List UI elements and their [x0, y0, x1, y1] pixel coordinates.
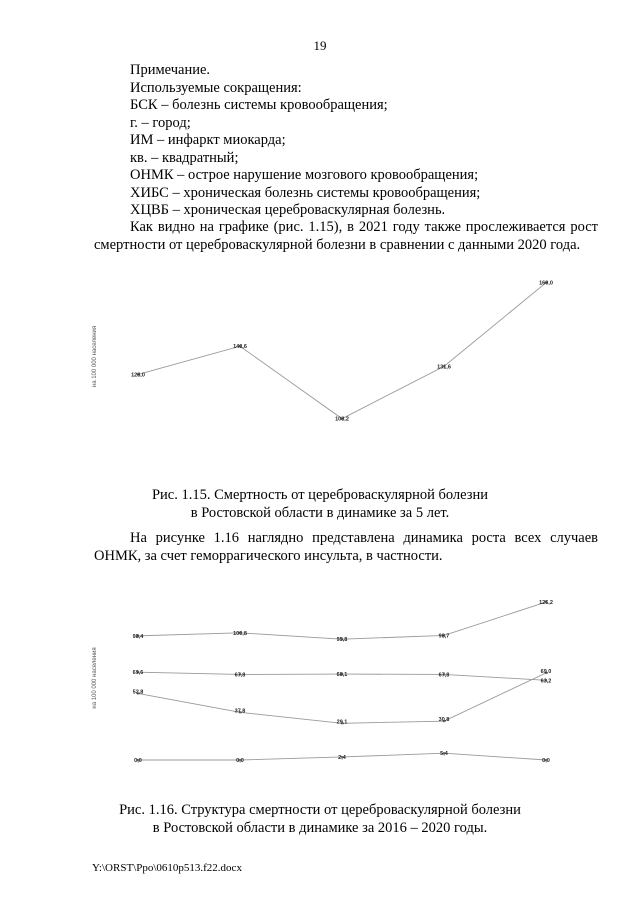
- data-label: 131,6: [437, 364, 451, 371]
- data-label: 29,1: [336, 719, 348, 726]
- series-line: [138, 673, 546, 726]
- note-line: кв. – квадратный;: [130, 149, 239, 166]
- caption-line: Рис. 1.15. Смертность от цереброваскулярной болезни: [151, 487, 489, 503]
- data-label: 140,6: [233, 344, 247, 351]
- series-line: [138, 283, 546, 419]
- data-label: 69,0: [540, 668, 552, 675]
- data-label: 98,4: [132, 633, 144, 640]
- caption-line: Рис. 1.16. Структура смертности от цереброваскулярной болезни: [119, 802, 521, 818]
- figure-caption-1-16: [60, 801, 580, 837]
- paragraph-2-text: На рисунке 1.16 наглядно представлена динамика роста всех случаев ОНМК, за счет геморрагического инсульта, в частности.: [94, 530, 598, 564]
- series-line: [138, 602, 546, 639]
- data-label: 98,7: [438, 633, 450, 640]
- note-line: ИМ – инфаркт миокарда;: [130, 132, 286, 148]
- data-label: 0,0: [134, 758, 142, 764]
- paragraph-1-text: Как видно на графике (рис. 1.15), в 2021 году также прослеживается рост смертности от цереброваскулярной болезни в сравнении с данными 2020 года.: [94, 219, 598, 253]
- data-label: 2,4: [338, 754, 346, 761]
- chart-cvd-mortality: [86, 262, 566, 472]
- data-label: 128,0: [131, 372, 145, 379]
- data-label: 63,2: [540, 678, 552, 685]
- data-label: 0,0: [542, 758, 550, 764]
- caption-line: в Ростовской области в динамике за 2016 – 2020 годы.: [152, 820, 488, 836]
- data-label: 95,8: [336, 637, 348, 644]
- paragraph-1: [94, 219, 598, 254]
- note-line: ХЦВБ – хроническая цереброваскулярная болезнь.: [130, 202, 446, 218]
- data-label: 30,8: [438, 717, 450, 724]
- data-label: 67,8: [438, 672, 450, 679]
- note-line: г. – город;: [130, 114, 191, 131]
- y-axis-label: на 100 000 населения: [92, 647, 98, 709]
- data-label: 108,2: [335, 416, 349, 423]
- data-label: 5,4: [440, 751, 448, 758]
- data-label: 67,8: [234, 672, 246, 679]
- data-label: 69,6: [132, 670, 144, 677]
- note-line: Примечание.: [130, 62, 211, 78]
- data-label: 52,8: [132, 689, 144, 696]
- data-label: 125,2: [539, 600, 553, 607]
- data-label: 169,0: [539, 280, 553, 287]
- data-label: 100,8: [233, 630, 247, 637]
- figure-caption-1-15: [60, 486, 580, 522]
- abbreviations-note: [130, 62, 480, 220]
- y-axis-label: на 100 000 населения: [92, 325, 98, 388]
- chart-cvd-structure: [86, 588, 566, 788]
- note-line: БСК – болезнь системы кровообращения;: [130, 97, 388, 113]
- note-line: ОНМК – острое нарушение мозгового кровообращения;: [130, 167, 479, 183]
- note-line: ХИБС – хроническая болезнь системы кровообращения;: [130, 184, 481, 201]
- page-number: 19: [313, 38, 327, 53]
- data-label: 68,1: [336, 672, 348, 679]
- data-label: 0,0: [236, 758, 244, 764]
- paragraph-2: [94, 530, 598, 565]
- note-line: Используемые сокращения:: [130, 79, 302, 96]
- caption-line: в Ростовской области в динамике за 5 лет.: [190, 505, 450, 521]
- data-label: 37,8: [234, 708, 246, 715]
- file-path-footer: Y:\ORST\Ppo\0610p513.f22.docx: [92, 862, 242, 874]
